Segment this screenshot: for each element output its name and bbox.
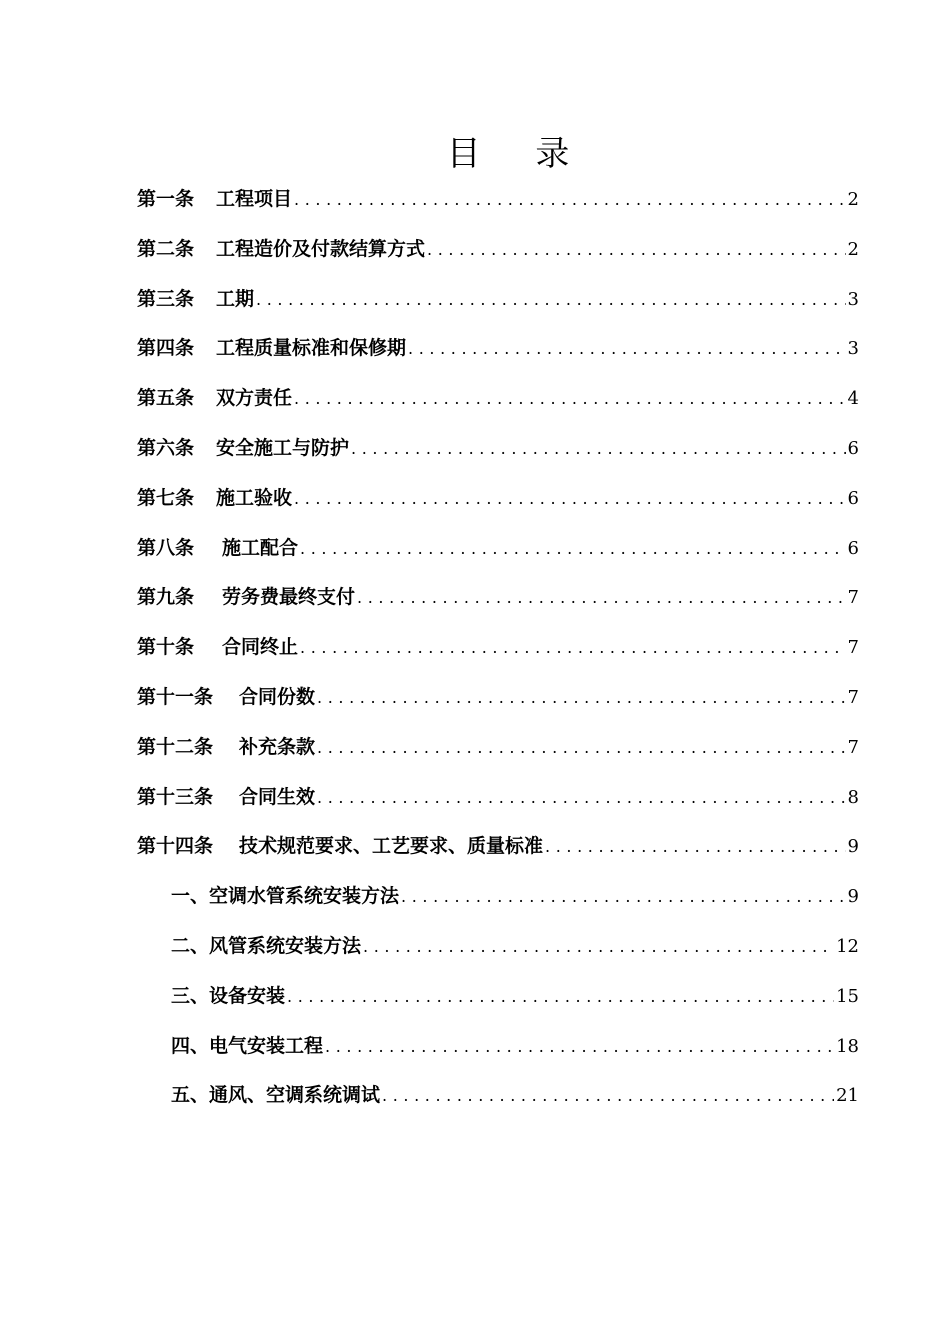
toc-entry-title: 技术规范要求、工艺要求、质量标准 bbox=[239, 835, 544, 858]
toc-entry[interactable] bbox=[137, 382, 859, 432]
toc-dot-leader bbox=[545, 831, 846, 863]
toc-dot-leader bbox=[294, 184, 846, 216]
toc-entry-number: 第二条 bbox=[137, 237, 195, 260]
toc-entry-page: 2 bbox=[847, 189, 859, 210]
toc-dot-leader bbox=[317, 782, 846, 814]
toc-entry-number: 第九条 bbox=[137, 586, 195, 609]
toc-subentry[interactable] bbox=[137, 980, 859, 1030]
toc-entry-page: 8 bbox=[847, 786, 859, 808]
toc-entry-page: 7 bbox=[847, 736, 859, 758]
toc-entry-page: 7 bbox=[847, 587, 859, 609]
toc-dot-leader bbox=[401, 881, 846, 913]
toc-dot-leader bbox=[382, 1080, 834, 1112]
toc-entry[interactable] bbox=[137, 432, 859, 482]
toc-entry-title: 工程项目 bbox=[216, 188, 293, 210]
toc-subentry[interactable] bbox=[137, 880, 859, 930]
toc-subentry-title: 五、通风、空调系统调试 bbox=[171, 1084, 381, 1107]
toc-subentry-page: 18 bbox=[836, 1035, 859, 1057]
toc-entry-number: 第五条 bbox=[137, 387, 195, 410]
toc-dot-leader bbox=[287, 981, 834, 1013]
toc-dot-leader bbox=[256, 284, 846, 316]
toc-subentry[interactable] bbox=[137, 930, 859, 980]
toc-dot-leader bbox=[300, 533, 846, 565]
toc-dot-leader bbox=[427, 234, 846, 266]
toc-subentry-title: 四、电气安装工程 bbox=[171, 1034, 324, 1057]
toc-entry[interactable] bbox=[137, 233, 859, 283]
toc-subentry[interactable] bbox=[137, 1030, 859, 1080]
toc-dot-leader bbox=[294, 483, 846, 515]
toc-entry-number: 第八条 bbox=[137, 536, 195, 559]
toc-dot-leader bbox=[408, 333, 846, 365]
toc-entry-number: 第七条 bbox=[137, 486, 195, 509]
toc-entry-title: 双方责任 bbox=[216, 387, 293, 410]
toc-entry-page: 3 bbox=[847, 338, 859, 360]
toc-title: 目 录 bbox=[446, 134, 592, 174]
toc-subentry-title: 三、设备安装 bbox=[171, 984, 286, 1007]
toc-dot-leader bbox=[317, 682, 846, 714]
toc-subentry[interactable] bbox=[137, 1079, 859, 1129]
toc-dot-leader bbox=[325, 1031, 834, 1063]
toc-subentry-page: 9 bbox=[847, 886, 859, 908]
toc-entry-number: 第一条 bbox=[137, 188, 195, 210]
toc-entry-title: 劳务费最终支付 bbox=[222, 586, 356, 609]
toc-dot-leader bbox=[300, 632, 846, 664]
toc-entry[interactable] bbox=[137, 631, 859, 681]
toc-dot-leader bbox=[317, 732, 846, 764]
toc-entry-title: 合同生效 bbox=[239, 785, 316, 808]
toc-entry-title: 安全施工与防护 bbox=[216, 436, 350, 459]
toc-entry[interactable] bbox=[137, 482, 859, 532]
toc-entry[interactable] bbox=[137, 581, 859, 631]
toc-entry-title: 施工验收 bbox=[216, 486, 293, 509]
toc-entry-title: 补充条款 bbox=[239, 735, 316, 758]
toc-subentry-title: 一、空调水管系统安装方法 bbox=[171, 885, 400, 908]
toc-entry-page: 9 bbox=[847, 836, 859, 858]
toc-entry-number: 第六条 bbox=[137, 436, 195, 459]
toc-entry-number: 第十四条 bbox=[137, 835, 214, 858]
toc-entry-number: 第十三条 bbox=[137, 785, 214, 808]
toc-entry-page: 7 bbox=[847, 686, 859, 708]
toc-entry-title: 合同终止 bbox=[222, 636, 299, 659]
toc-subentry-page: 15 bbox=[836, 985, 859, 1007]
toc-entry[interactable] bbox=[137, 332, 859, 382]
toc-subentry-page: 12 bbox=[836, 935, 859, 957]
toc-entry[interactable] bbox=[137, 830, 859, 880]
toc-dot-leader bbox=[294, 383, 846, 415]
toc-entry[interactable] bbox=[137, 731, 859, 781]
toc-entry-title: 工程质量标准和保修期 bbox=[216, 337, 407, 360]
toc-entry[interactable] bbox=[137, 283, 859, 333]
toc-entry-title: 施工配合 bbox=[222, 536, 299, 559]
table-of-contents bbox=[137, 183, 859, 1129]
toc-entry-page: 7 bbox=[847, 637, 859, 659]
toc-entry-page: 3 bbox=[847, 288, 859, 310]
toc-entry-page: 6 bbox=[847, 437, 859, 459]
toc-entry-page: 6 bbox=[847, 537, 859, 559]
toc-entry[interactable] bbox=[137, 183, 859, 233]
toc-entry[interactable] bbox=[137, 681, 859, 731]
toc-entry-page: 4 bbox=[847, 388, 859, 410]
toc-dot-leader bbox=[363, 931, 834, 963]
toc-entry[interactable] bbox=[137, 781, 859, 831]
toc-dot-leader bbox=[357, 582, 846, 614]
toc-subentry-title: 二、风管系统安装方法 bbox=[171, 934, 362, 957]
toc-entry-number: 第十条 bbox=[137, 636, 195, 659]
toc-entry-title: 工程造价及付款结算方式 bbox=[216, 237, 426, 260]
toc-subentry-page: 21 bbox=[836, 1085, 859, 1107]
toc-entry-number: 第四条 bbox=[137, 337, 195, 360]
toc-entry-number: 第十二条 bbox=[137, 735, 214, 758]
toc-entry-number: 第三条 bbox=[137, 287, 195, 310]
toc-entry[interactable] bbox=[137, 532, 859, 582]
toc-dot-leader bbox=[351, 433, 846, 465]
toc-entry-page: 6 bbox=[847, 487, 859, 509]
toc-entry-title: 合同份数 bbox=[239, 685, 316, 708]
toc-entry-page: 2 bbox=[847, 238, 859, 260]
toc-entry-title: 工期 bbox=[216, 287, 255, 310]
toc-entry-number: 第十一条 bbox=[137, 685, 214, 708]
